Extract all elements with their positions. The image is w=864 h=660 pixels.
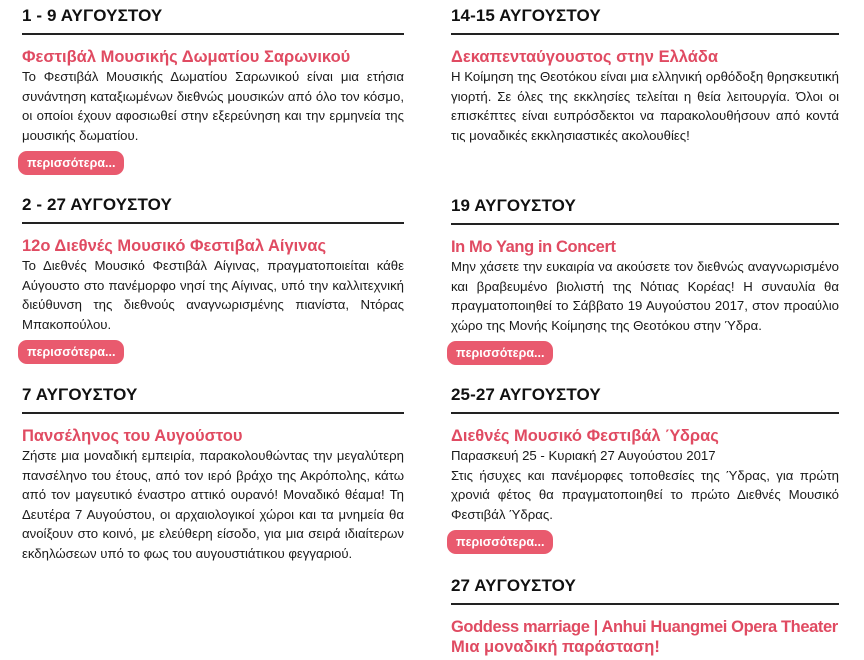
divider [22, 412, 404, 414]
divider [451, 603, 839, 605]
event-title[interactable]: In Mo Yang in Concert [451, 238, 616, 256]
event-aegina-festival [22, 195, 404, 364]
divider [22, 222, 404, 224]
divider [22, 33, 404, 35]
event-in-mo-yang-concert [451, 196, 839, 365]
event-saronic-festival [22, 6, 404, 175]
more-button[interactable]: περισσότερα... [447, 341, 553, 365]
event-title-tagline[interactable]: Μια μοναδική παράσταση! [451, 638, 660, 656]
more-button[interactable]: περισσότερα... [18, 151, 124, 175]
event-date: 19 ΑΥΓΟΥΣΤΟΥ [451, 196, 576, 215]
divider [451, 33, 839, 35]
more-button[interactable]: περισσότερα... [447, 530, 553, 554]
event-description: Η Κοίμηση της Θεοτόκου είναι μια ελληνική ορθόδοξη θρησκευτική γιορτή. Σε όλες της εκκλησίες τελείται η θεία λειτουργία. Όλοι οι επισκέπτες είναι ευπρόσδεκτοι να παρακολουθήσουν από κοντά τις μοναδικές εκκλησιαστικές ακολουθίες! [451, 69, 839, 143]
event-date: 7 ΑΥΓΟΥΣΤΟΥ [22, 385, 138, 404]
event-description: Το Διεθνές Μουσικό Φεστιβάλ Αίγινας, πραγματοποιείται κάθε Αύγουστο στο πανέμορφο νησί της Αίγινας, υπό την καλλιτεχνική διεύθυνση της διεθνούς αναγνωρισμένης πιανίστα, Ντόρας Μπακοπούλου. [22, 258, 404, 332]
event-date: 25-27 ΑΥΓΟΥΣΤΟΥ [451, 385, 601, 404]
event-description: Μην χάσετε την ευκαιρία να ακούσετε τον διεθνώς αναγνωρισμένο και βραβευμένο βιολιστή της Νότιας Κορέας! Η συναυλία θα πραγματοποιηθεί το Σάββατο 19 Αυγούστου 2017, στον προαύλιο χώρο της Μονής Κοίμησης της Θεοτόκου στην Ύδρα. [451, 259, 839, 333]
event-description: Το Φεστιβάλ Μουσικής Δωματίου Σαρωνικού είναι μια ετήσια συνάντηση καταξιωμένων διεθνώς μουσικών από όλο τον κόσμο, οι οποίοι έχουν αφοσιωθεί στην εξερεύνηση και την ερμηνεία της μουσικής δωματίου. [22, 69, 404, 143]
divider [451, 223, 839, 225]
event-title[interactable]: 12ο Διεθνές Μουσικό Φεστιβαλ Αίγινας [22, 237, 327, 255]
event-description: Ζήστε μια μοναδική εμπειρία, παρακολουθώντας την μεγαλύτερη πανσέληνο του έτους, από τον ιερό βράχο της Ακρόπολης, κάτω από τον μαγευτικό έναστρο αττικό ουρανό! Μοναδικό θέαμα! Τη Δευτέρα 7 Αυγούστου, οι αρχαιολογικοί χώροι και τα μνημεία θα ανοίξουν στο κοινό, με ελεύθερη είσοδο, για μια σειρά ιδιαίτερων εκδηλώσεων υπό το φως του αυγουστιάτικου φεγγαριού. [22, 448, 404, 561]
event-date: 14-15 ΑΥΓΟΥΣΤΟΥ [451, 6, 601, 25]
event-title[interactable]: Goddess marriage | Anhui Huangmei Opera Theater [451, 618, 838, 636]
event-title[interactable]: Διεθνές Μουσικό Φεστιβάλ Ύδρας [451, 427, 719, 445]
event-goddess-marriage [451, 576, 839, 657]
event-title[interactable]: Πανσέληνος του Αυγούστου [22, 427, 243, 445]
event-date: 27 ΑΥΓΟΥΣΤΟΥ [451, 576, 576, 595]
more-button[interactable]: περισσότερα... [18, 340, 124, 364]
event-date: 2 - 27 ΑΥΓΟΥΣΤΟΥ [22, 195, 172, 214]
event-description: Στις ήσυχες και πανέμορφες τοποθεσίες της Ύδρας, για πρώτη χρονιά φέτος θα πραγματοποιηθεί το πρώτο Διεθνές Μουσικό Φεστιβάλ Ύδρας. [451, 467, 839, 522]
event-dormition [451, 6, 839, 145]
event-date: 1 - 9 ΑΥΓΟΥΣΤΟΥ [22, 6, 163, 25]
divider [451, 412, 839, 414]
event-dates: Παρασκευή 25 - Κυριακή 27 Αυγούστου 2017 [451, 448, 716, 463]
event-august-full-moon [22, 385, 404, 564]
event-title[interactable]: Φεστιβάλ Μουσικής Δωματίου Σαρωνικού [22, 48, 351, 66]
event-title[interactable]: Δεκαπενταύγουστος στην Ελλάδα [451, 48, 719, 66]
event-hydra-festival [451, 385, 839, 554]
